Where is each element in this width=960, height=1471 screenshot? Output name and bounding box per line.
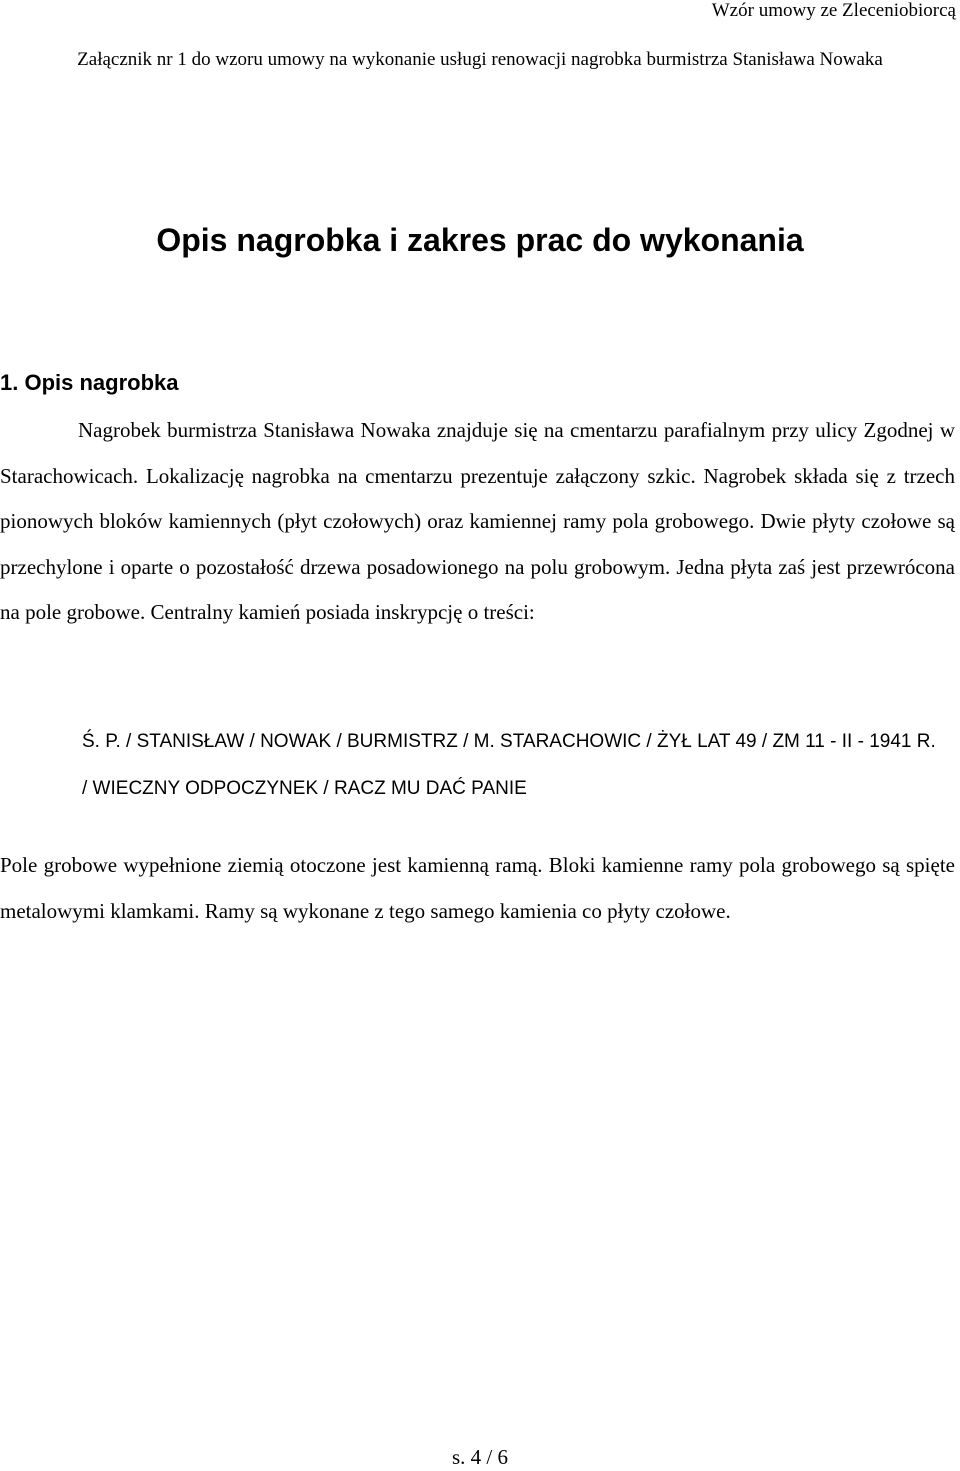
- attachment-header: Załącznik nr 1 do wzoru umowy na wykonanie usługi renowacji nagrobka burmistrza Stanisława Nowaka: [77, 49, 883, 70]
- inscription-text: Ś. P. / STANISŁAW / NOWAK / BURMISTRZ / M. STARACHOWIC / ŻYŁ LAT 49 / ZM 11 - II - 1941 R. / WIECZNY ODPOCZYNEK / RACZ MU DAĆ PANIE: [82, 731, 936, 799]
- document-type-header: Wzór umowy ze Zleceniobiorcą: [711, 0, 956, 21]
- document-title: Opis nagrobka i zakres prac do wykonania: [156, 222, 804, 258]
- section-heading: 1. Opis nagrobka: [0, 370, 179, 395]
- page-number: s. 4 / 6: [451, 1445, 508, 1469]
- grave-field-paragraph: Pole grobowe wypełnione ziemią otoczone jest kamienną ramą. Bloki kamienne ramy pola grobowego są spięte metalowymi klamkami. Ramy są wykonane z tego samego kamienia co płyty czołowe.: [0, 853, 955, 923]
- description-paragraph: Nagrobek burmistrza Stanisława Nowaka znajduje się na cmentarzu parafialnym przy ulicy Zgodnej w Starachowicach. Lokalizację nagrobka na cmentarzu prezentuje załączony szkic. Nagrobek składa się z trzech pionowych bloków kamiennych (płyt czołowych) oraz kamiennej ramy pola grobowego. Dwie płyty czołowe są przechylone i oparte o pozostałość drzewa posadowionego na polu grobowym. Jedna płyta zaś jest przewrócona na pole grobowe. Centralny kamień posiada inskrypcję o treści:: [0, 418, 955, 624]
